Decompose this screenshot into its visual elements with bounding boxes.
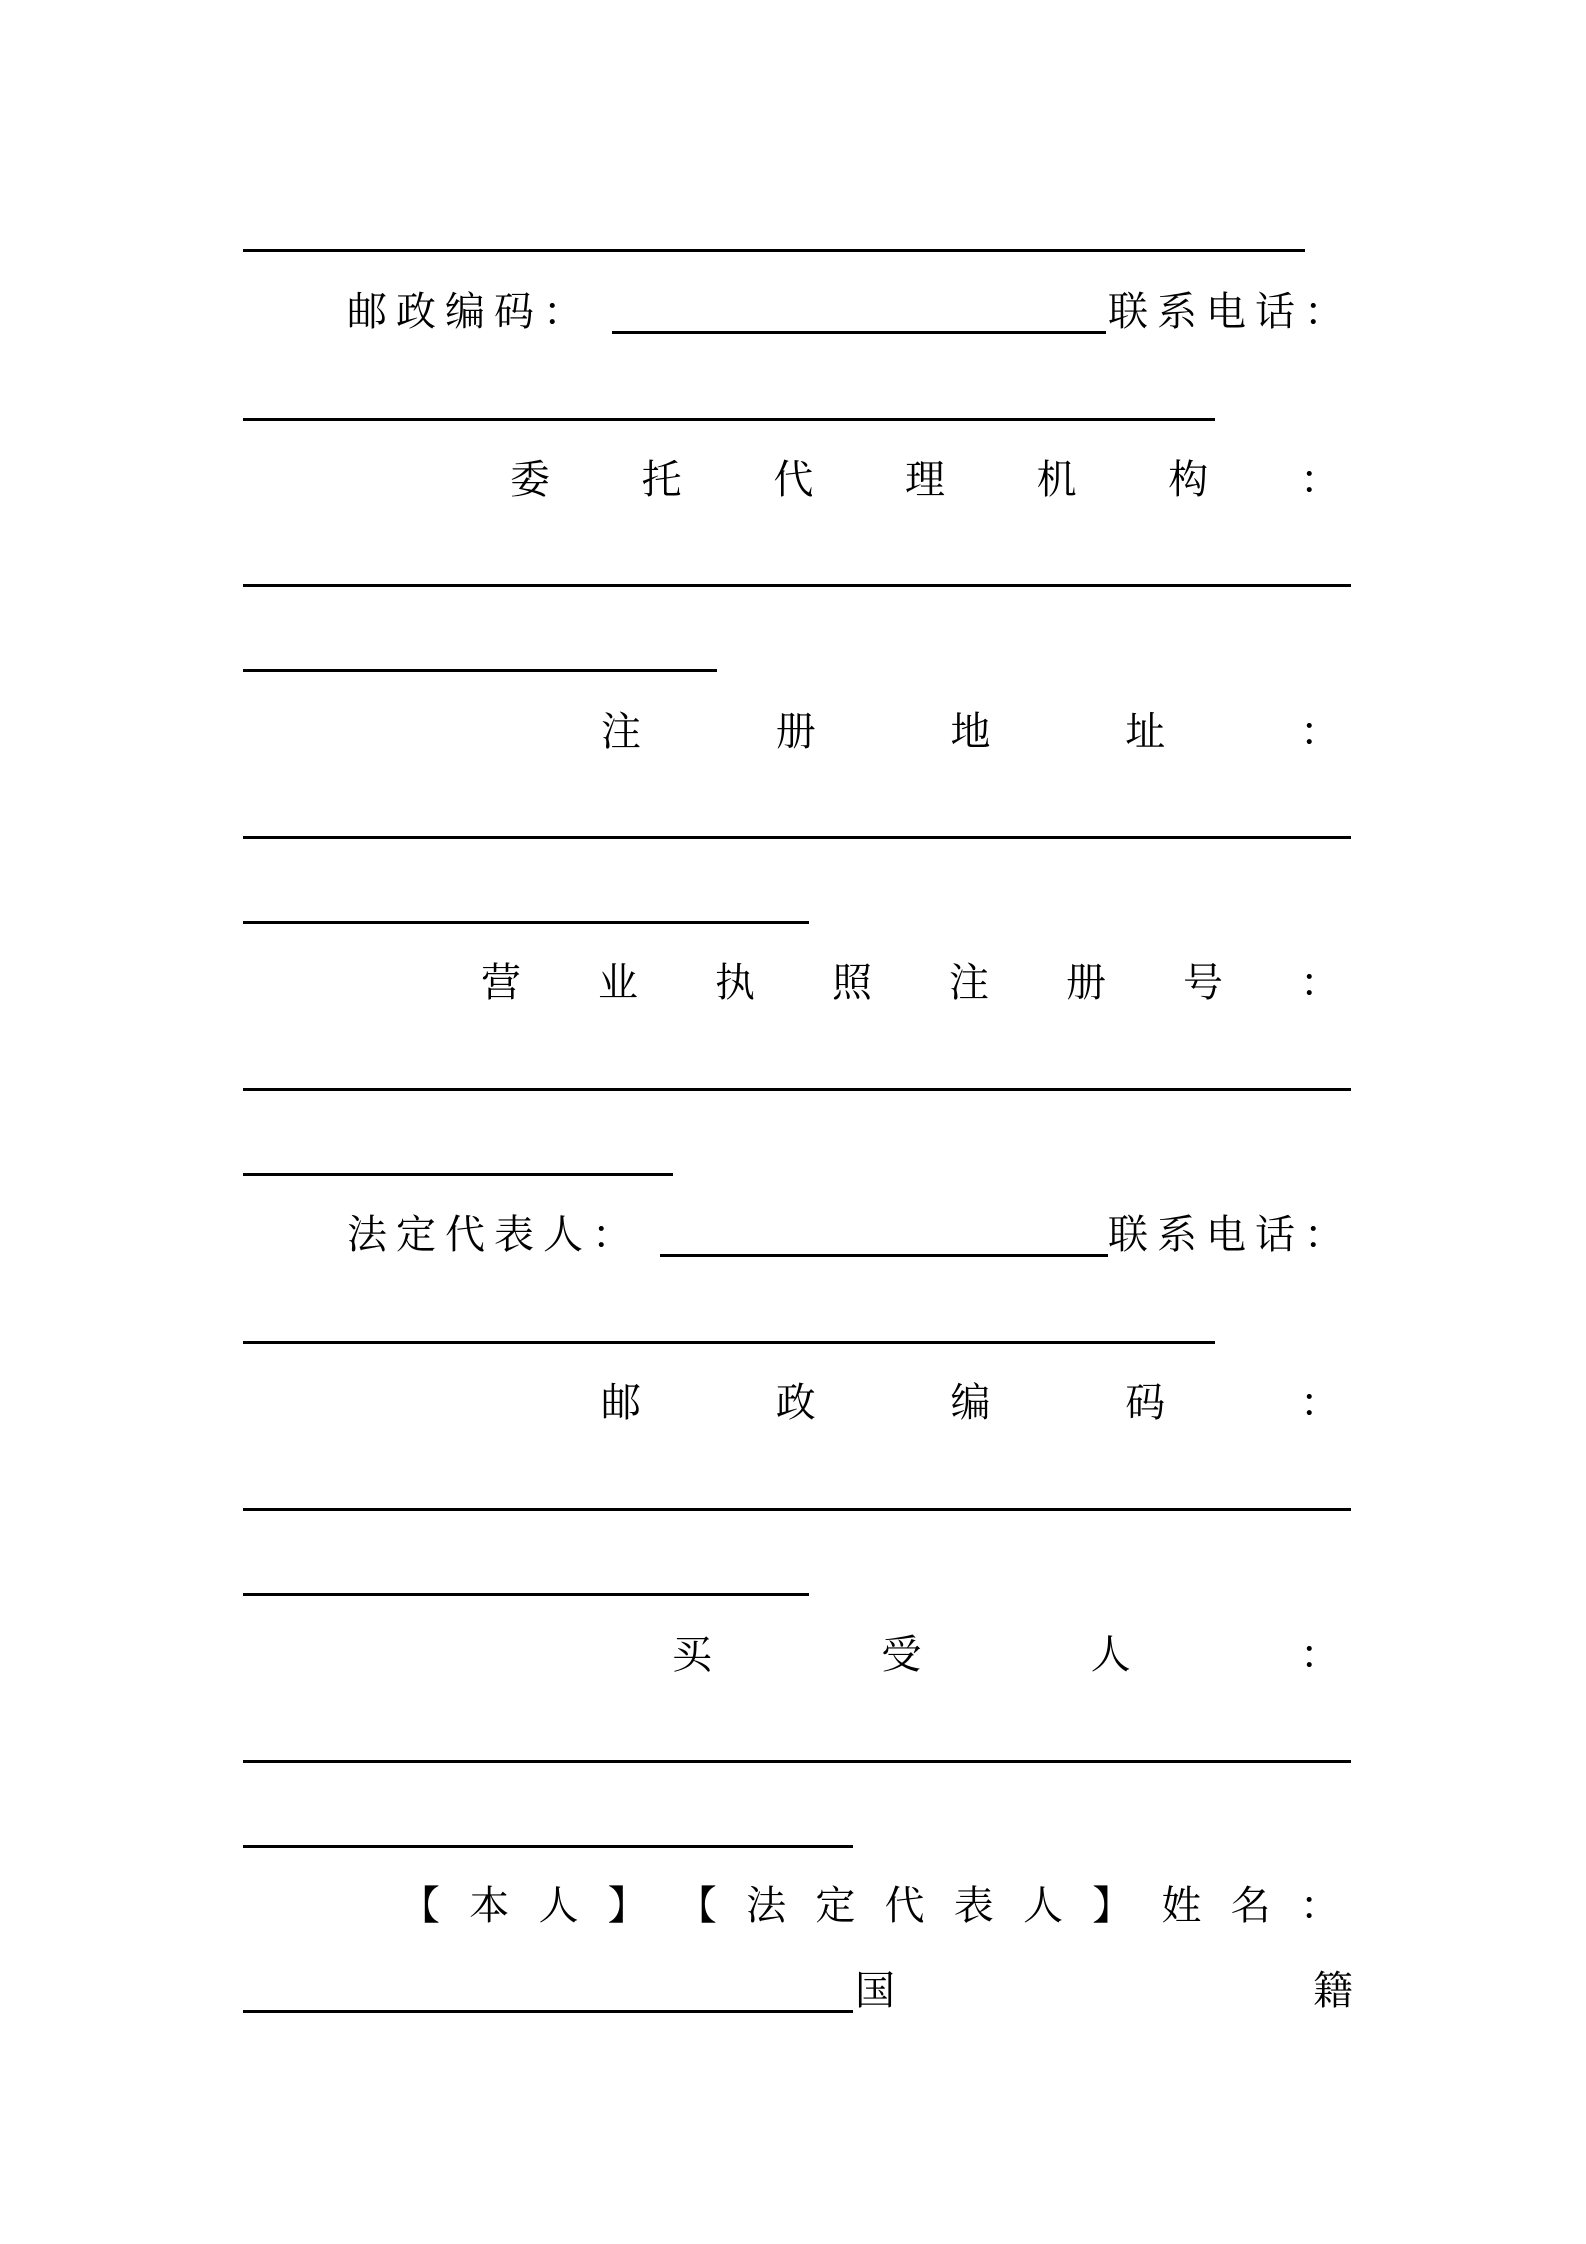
license-char: 号 bbox=[1183, 960, 1223, 1006]
reg-address-char: 注 bbox=[601, 709, 641, 755]
blank-line[interactable] bbox=[243, 249, 1305, 252]
name-label-char: 【 bbox=[676, 1883, 717, 1929]
agency-char: ： bbox=[1299, 457, 1340, 503]
postal-code-char: 邮 bbox=[601, 1380, 641, 1426]
license-char: 照 bbox=[832, 960, 872, 1006]
phone-label: 联系电话： bbox=[1108, 289, 1353, 335]
buyer-blank-1[interactable] bbox=[243, 1760, 1351, 1763]
reg-address-char: 地 bbox=[950, 709, 991, 755]
agency-char: 委 bbox=[510, 457, 550, 503]
buyer-char: 买 bbox=[672, 1632, 712, 1678]
nationality-char-1: 国 bbox=[855, 1968, 895, 2014]
postal-code-char: 码 bbox=[1125, 1380, 1166, 1426]
agency-blank-1[interactable] bbox=[243, 584, 1351, 587]
phone-label-2: 联系电话： bbox=[1108, 1212, 1353, 1258]
buyer-char: ： bbox=[1299, 1632, 1340, 1678]
phone-blank-2[interactable] bbox=[243, 1341, 1215, 1344]
name-blank[interactable] bbox=[243, 2010, 853, 2013]
license-blank-2[interactable] bbox=[243, 1173, 673, 1176]
legal-rep-blank[interactable] bbox=[660, 1254, 1108, 1257]
postal-code-blank-2a[interactable] bbox=[243, 1508, 1351, 1511]
agency-char: 托 bbox=[641, 457, 682, 503]
agency-char: 机 bbox=[1036, 457, 1077, 503]
self-legal-rep-name-label bbox=[400, 1881, 1340, 1931]
name-label-char: 定 bbox=[815, 1883, 856, 1929]
name-label-char: 法 bbox=[746, 1883, 787, 1929]
name-label-char: 表 bbox=[953, 1883, 994, 1929]
name-label-char: 】 bbox=[1092, 1883, 1133, 1929]
buyer-char: 受 bbox=[881, 1632, 922, 1678]
phone-blank[interactable] bbox=[243, 418, 1215, 421]
postal-code-blank[interactable] bbox=[612, 331, 1106, 334]
agency-char: 理 bbox=[904, 457, 945, 503]
reg-address-char: 册 bbox=[775, 709, 816, 755]
agency-char: 构 bbox=[1168, 457, 1209, 503]
name-label-char: 【 bbox=[400, 1883, 440, 1929]
agency-char: 代 bbox=[773, 457, 814, 503]
license-char: 业 bbox=[598, 960, 638, 1006]
postal-code-label-2 bbox=[601, 1378, 1340, 1428]
postal-code-char: 编 bbox=[950, 1380, 991, 1426]
buyer-char: 人 bbox=[1090, 1632, 1131, 1678]
name-label-char: 】 bbox=[607, 1883, 648, 1929]
buyer-label bbox=[672, 1630, 1340, 1680]
agency-label bbox=[510, 455, 1340, 505]
license-char: 执 bbox=[715, 960, 755, 1006]
buyer-blank-2[interactable] bbox=[243, 1845, 853, 1848]
nationality-char-2: 籍 bbox=[1313, 1968, 1353, 2014]
license-char: 营 bbox=[481, 960, 521, 1006]
license-char: ： bbox=[1300, 960, 1340, 1006]
name-label-char: ： bbox=[1299, 1883, 1340, 1929]
name-label-char: 本 bbox=[469, 1883, 510, 1929]
postal-code-char: 政 bbox=[775, 1380, 816, 1426]
license-char: 注 bbox=[949, 960, 989, 1006]
reg-address-label bbox=[601, 707, 1340, 757]
license-blank-1[interactable] bbox=[243, 1088, 1351, 1091]
reg-address-char: 址 bbox=[1125, 709, 1166, 755]
license-label bbox=[481, 958, 1340, 1008]
postal-code-char: ： bbox=[1300, 1380, 1340, 1426]
legal-rep-label: 法定代表人： bbox=[347, 1212, 641, 1258]
license-char: 册 bbox=[1066, 960, 1106, 1006]
name-label-char: 人 bbox=[538, 1883, 579, 1929]
postal-code-label: 邮政编码： bbox=[347, 289, 592, 335]
postal-code-blank-2b[interactable] bbox=[243, 1593, 809, 1596]
agency-blank-2[interactable] bbox=[243, 669, 717, 672]
name-label-char: 人 bbox=[1022, 1883, 1063, 1929]
name-label-char: 代 bbox=[884, 1883, 925, 1929]
name-label-char: 名 bbox=[1230, 1883, 1271, 1929]
reg-address-char: ： bbox=[1300, 709, 1340, 755]
reg-address-blank-2[interactable] bbox=[243, 921, 809, 924]
name-label-char: 姓 bbox=[1161, 1883, 1202, 1929]
reg-address-blank-1[interactable] bbox=[243, 836, 1351, 839]
